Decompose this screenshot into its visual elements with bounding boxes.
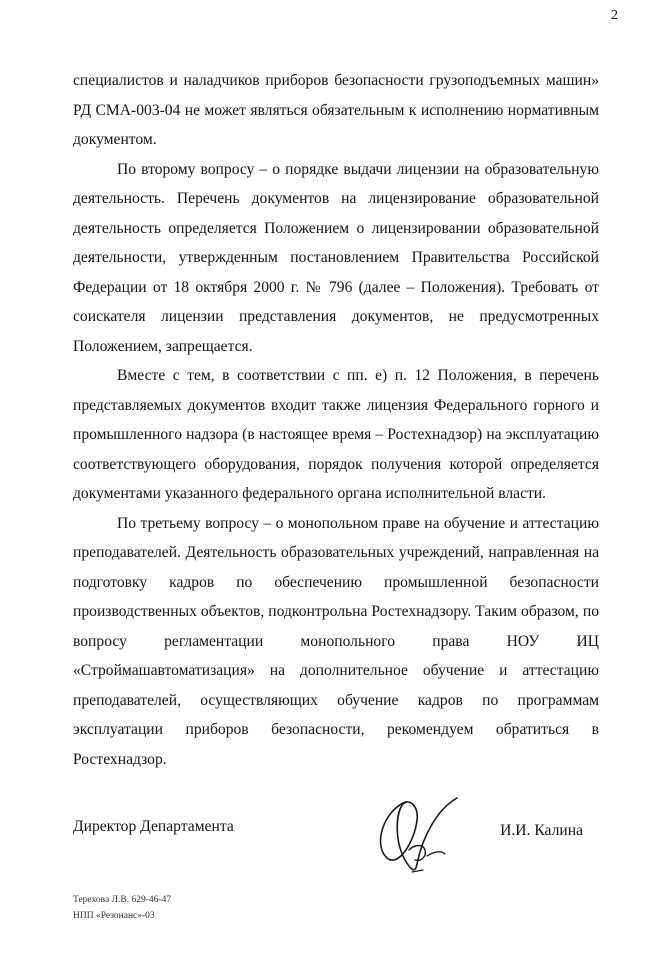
paragraph-second-question: По второму вопросу – о порядке выдачи лицензии на образовательную деятельность. Перечень документов на лицензирование образовательной деятельность определяется Положением о лицензировании образовательной деятельности, утвержденным постановлением Правительства Российской Федерации от 18 октября 2000 г. № 796 (далее – Положения). Требовать от соискателя лицензии представления документов, не предусмотренных Положением, запрещается. <box>73 160 599 355</box>
letter-body <box>73 66 599 774</box>
paragraph-continuation: специалистов и наладчиков приборов безопасности грузоподъемных машин» РД СМА-003-04 не может являться обязательным к исполнению нормативным документом. <box>73 72 599 148</box>
signer-title: Директор Департамента <box>73 818 234 835</box>
executor-footer <box>73 892 171 924</box>
paragraph-third-question: По третьему вопросу – о монопольном праве на обучение и аттестацию преподавателей. Деятельность образовательных учреждений, направленная на подготовку кадров по обеспечению промышленной безопасности производственных объектов, подконтрольна Ростехнадзору. Таким образом, по вопросу регламентации монопольного права НОУ ИЦ «Строймашавтоматизация» на дополнительное обучение и аттестацию преподавателей, осуществляющих обучение кадров по программам эксплуатации приборов безопасности, рекомендуем обратиться в Ростехнадзор. <box>73 514 599 768</box>
paragraph-license-requirement: Вместе с тем, в соответствии с пп. е) п. 12 Положения, в перечень представляемых документов входит также лицензия Федерального горного и промышленного надзора (в настоящее время – Ростехнадзор) на эксплуатацию соответствующего оборудования, порядок получения которой определяется документами указанного федерального органа исполнительной власти. <box>73 367 599 502</box>
signer-name: И.И. Калина <box>500 822 583 839</box>
footer-reference-line: НПП «Резонанс»-03 <box>73 911 155 921</box>
footer-executor-line: Терехова Л.В. 629-46-47 <box>73 895 172 905</box>
page-number: 2 <box>611 8 618 23</box>
handwritten-signature <box>365 790 475 880</box>
